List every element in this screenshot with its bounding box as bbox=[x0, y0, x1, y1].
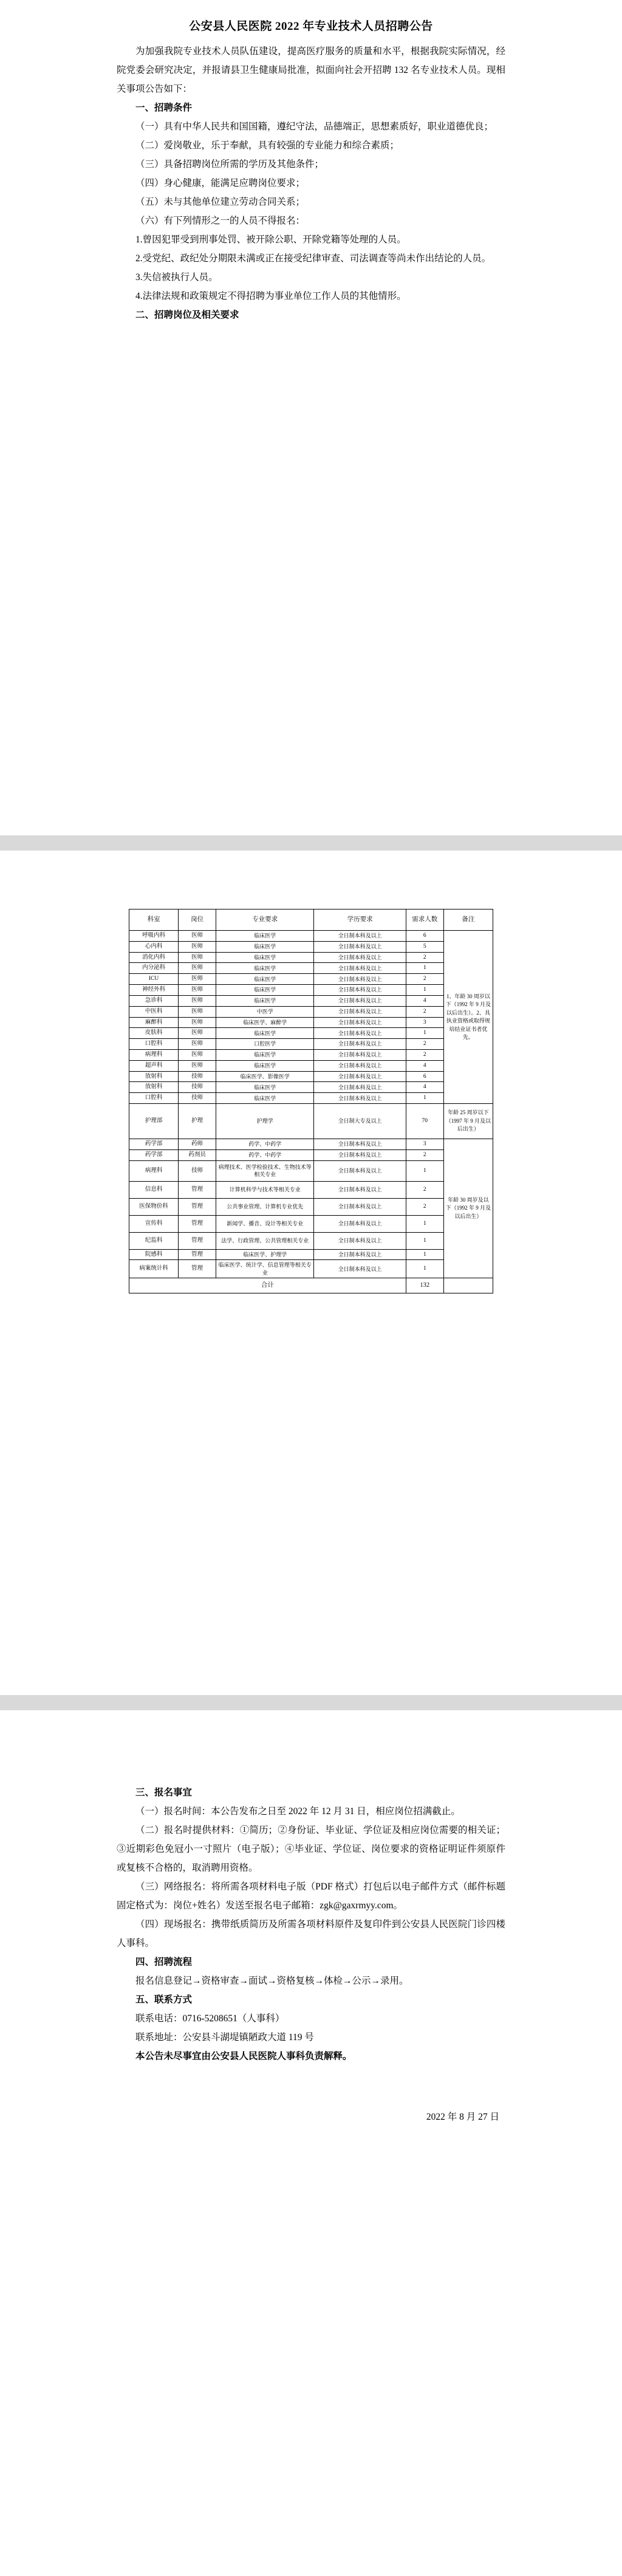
cell-dept: 急诊科 bbox=[129, 995, 179, 1006]
cell-major: 法学、行政管理、公共管理相关专业 bbox=[216, 1232, 314, 1249]
cell-dept: 药学部 bbox=[129, 1149, 179, 1160]
cell-num: 1 bbox=[406, 1160, 443, 1181]
page-3 bbox=[0, 1710, 622, 2576]
cell-edu: 全日制本科及以上 bbox=[314, 1160, 406, 1181]
th-major: 专业要求 bbox=[216, 909, 314, 931]
cell-dept: 皮肤科 bbox=[129, 1028, 179, 1039]
cell-major: 临床医学、麻醉学 bbox=[216, 1017, 314, 1028]
cell-num: 2 bbox=[406, 952, 443, 963]
cell-num: 6 bbox=[406, 931, 443, 942]
cell-num: 1 bbox=[406, 1232, 443, 1249]
cell-edu: 全日制本科及以上 bbox=[314, 1017, 406, 1028]
cell-post: 医师 bbox=[179, 952, 216, 963]
cell-post: 医师 bbox=[179, 974, 216, 985]
cell-major: 临床医学 bbox=[216, 1028, 314, 1039]
condition-item: （三）具备招聘岗位所需的学历及其他条件； bbox=[135, 159, 324, 170]
cell-post: 技师 bbox=[179, 1071, 216, 1082]
cell-dept: 医保物价科 bbox=[129, 1198, 179, 1215]
cell-edu: 全日制大专及以上 bbox=[314, 1104, 406, 1139]
cell-edu: 全日制本科及以上 bbox=[314, 1215, 406, 1232]
cell-dept: 超声科 bbox=[129, 1060, 179, 1071]
th-post: 岗位 bbox=[179, 909, 216, 931]
cell-edu: 全日制本科及以上 bbox=[314, 1149, 406, 1160]
cell-post: 医师 bbox=[179, 931, 216, 942]
cell-num: 1 bbox=[406, 1215, 443, 1232]
cell-num: 2 bbox=[406, 1049, 443, 1060]
registration-item: （一）报名时间：本公告发布之日至 2022 年 12 月 31 日，相应岗位招满截止。 bbox=[135, 1806, 460, 1817]
cell-post: 技师 bbox=[179, 1093, 216, 1104]
cell-edu: 全日制本科及以上 bbox=[314, 974, 406, 985]
cell-total-label: 合计 bbox=[129, 1278, 406, 1293]
page-title: 公安县人民医院 2022 年专业技术人员招聘公告 bbox=[189, 20, 433, 33]
cell-post: 医师 bbox=[179, 995, 216, 1006]
cell-num: 4 bbox=[406, 1060, 443, 1071]
cell-edu: 全日制本科及以上 bbox=[314, 1198, 406, 1215]
cell-edu: 全日制本科及以上 bbox=[314, 1232, 406, 1249]
th-dept: 科室 bbox=[129, 909, 179, 931]
registration-item: （二）报名时提供材料：①简历；②身份证、毕业证、学位证及相应岗位需要的相关证；③近期彩色免冠小一寸照片（电子版）；④毕业证、学位证、岗位要求的资格证明证件须原件或复核不合格的，取消聘用资格。 bbox=[117, 1825, 505, 1873]
table-total-row bbox=[129, 1278, 493, 1293]
cell-major: 公共事业管理、计算机专业优先 bbox=[216, 1198, 314, 1215]
cell-major: 临床医学 bbox=[216, 963, 314, 974]
exclusion-item: 4.法律法规和政策规定不得招聘为事业单位工作人员的其他情形。 bbox=[135, 291, 406, 301]
table-row bbox=[129, 1181, 493, 1198]
th-edu: 学历要求 bbox=[314, 909, 406, 931]
cell-dept: 放射科 bbox=[129, 1071, 179, 1082]
jobs-table bbox=[129, 909, 493, 1293]
table-row-nursing bbox=[129, 1104, 493, 1139]
cell-edu: 全日制本科及以上 bbox=[314, 1028, 406, 1039]
table-row bbox=[129, 1149, 493, 1160]
cell-edu: 全日制本科及以上 bbox=[314, 931, 406, 942]
cell-edu: 全日制本科及以上 bbox=[314, 952, 406, 963]
cell-num: 3 bbox=[406, 1139, 443, 1150]
cell-total-value: 132 bbox=[406, 1278, 443, 1293]
cell-num: 2 bbox=[406, 1006, 443, 1017]
cell-major: 临床医学、护理学 bbox=[216, 1249, 314, 1260]
table-row bbox=[129, 1260, 493, 1278]
cell-edu: 全日制本科及以上 bbox=[314, 1039, 406, 1050]
cell-post: 医师 bbox=[179, 1017, 216, 1028]
cell-dept: 药学部 bbox=[129, 1139, 179, 1150]
table-header-row bbox=[129, 909, 493, 931]
cell-post: 医师 bbox=[179, 985, 216, 996]
cell-num: 6 bbox=[406, 1071, 443, 1082]
cell-post: 技师 bbox=[179, 1160, 216, 1181]
cell-post: 管理 bbox=[179, 1198, 216, 1215]
cell-dept: 宣传科 bbox=[129, 1215, 179, 1232]
cell-major: 计算机科学与技术等相关专业 bbox=[216, 1181, 314, 1198]
cell-num: 2 bbox=[406, 1039, 443, 1050]
page-1-body bbox=[117, 0, 505, 324]
th-num: 需求人数 bbox=[406, 909, 443, 931]
condition-item: （五）未与其他单位建立劳动合同关系； bbox=[135, 197, 306, 207]
cell-post: 药剂员 bbox=[179, 1149, 216, 1160]
cell-major: 中医学 bbox=[216, 1006, 314, 1017]
table-row bbox=[129, 952, 493, 963]
cell-post: 管理 bbox=[179, 1249, 216, 1260]
cell-edu: 全日制本科及以上 bbox=[314, 1093, 406, 1104]
cell-major: 临床医学 bbox=[216, 952, 314, 963]
cell-dept: 病理科 bbox=[129, 1160, 179, 1181]
cell-major: 药学、中药学 bbox=[216, 1139, 314, 1150]
th-note: 备注 bbox=[443, 909, 493, 931]
cell-major: 临床医学 bbox=[216, 995, 314, 1006]
cell-dept: 护理部 bbox=[129, 1104, 179, 1139]
cell-num: 1 bbox=[406, 1249, 443, 1260]
process-paragraph: 报名信息登记→资格审查→面试→资格复核→体检→公示→录用。 bbox=[135, 1976, 409, 1986]
page-1 bbox=[0, 0, 622, 835]
table-row bbox=[129, 1028, 493, 1039]
exclusion-item: 2.受党纪、政纪处分期限未满或正在接受纪律审查、司法调查等尚未作出结论的人员。 bbox=[135, 253, 491, 264]
cell-note-group-2: 年龄 30 周岁及以下（1992 年 9 月及以后出生） bbox=[443, 1139, 493, 1278]
cell-major: 临床医学 bbox=[216, 1082, 314, 1093]
cell-num: 70 bbox=[406, 1104, 443, 1139]
cell-dept: 麻醉科 bbox=[129, 1017, 179, 1028]
cell-major: 药学、中药学 bbox=[216, 1149, 314, 1160]
cell-edu: 全日制本科及以上 bbox=[314, 1060, 406, 1071]
cell-dept: 病案统计科 bbox=[129, 1260, 179, 1278]
table-row bbox=[129, 1017, 493, 1028]
section-heading-1: 一、招聘条件 bbox=[135, 103, 193, 113]
cell-dept: 病理科 bbox=[129, 1049, 179, 1060]
cell-major: 临床医学 bbox=[216, 985, 314, 996]
table-row bbox=[129, 1232, 493, 1249]
section-heading-2: 二、招聘岗位及相关要求 bbox=[135, 310, 239, 320]
cell-edu: 全日制本科及以上 bbox=[314, 1049, 406, 1060]
cell-post: 医师 bbox=[179, 941, 216, 952]
cell-major: 临床医学 bbox=[216, 931, 314, 942]
cell-post: 护理 bbox=[179, 1104, 216, 1139]
cell-num: 4 bbox=[406, 995, 443, 1006]
condition-item: （六）有下列情形之一的人员不得报名： bbox=[135, 216, 306, 226]
cell-edu: 全日制本科及以上 bbox=[314, 1006, 406, 1017]
table-row bbox=[129, 974, 493, 985]
cell-post: 管理 bbox=[179, 1232, 216, 1249]
cell-post: 药师 bbox=[179, 1139, 216, 1150]
cell-dept: 院感科 bbox=[129, 1249, 179, 1260]
cell-post: 管理 bbox=[179, 1181, 216, 1198]
table-row bbox=[129, 963, 493, 974]
cell-num: 1 bbox=[406, 985, 443, 996]
cell-num: 1 bbox=[406, 963, 443, 974]
jobs-table-body bbox=[129, 931, 493, 1293]
contact-phone: 联系电话：0716-5208651（人事科） bbox=[135, 2013, 285, 2024]
cell-num: 1 bbox=[406, 1260, 443, 1278]
cell-post: 医师 bbox=[179, 1028, 216, 1039]
table-row bbox=[129, 1060, 493, 1071]
cell-note-group-1: 1、年龄 30 周岁以下（1992 年 9 月及以后出生）。2、具执业资格或取得规培结业证书者优先。 bbox=[443, 931, 493, 1104]
table-row bbox=[129, 1006, 493, 1017]
cell-major: 病理技术、医学检验技术、生物技术等相关专业 bbox=[216, 1160, 314, 1181]
cell-edu: 全日制本科及以上 bbox=[314, 1071, 406, 1082]
cell-major: 临床医学 bbox=[216, 1093, 314, 1104]
cell-num: 4 bbox=[406, 1082, 443, 1093]
cell-edu: 全日制本科及以上 bbox=[314, 1139, 406, 1150]
cell-num: 2 bbox=[406, 1149, 443, 1160]
cell-major: 临床医学、影像医学 bbox=[216, 1071, 314, 1082]
cell-edu: 全日制本科及以上 bbox=[314, 985, 406, 996]
cell-dept: 内分泌科 bbox=[129, 963, 179, 974]
cell-major: 临床医学 bbox=[216, 1049, 314, 1060]
cell-dept: 神经外科 bbox=[129, 985, 179, 996]
condition-item: （一）具有中华人民共和国国籍，遵纪守法，品德端正，思想素质好，职业道德优良； bbox=[135, 122, 494, 132]
cell-num: 1 bbox=[406, 1028, 443, 1039]
cell-major: 临床医学 bbox=[216, 1060, 314, 1071]
cell-dept: 呼吸内科 bbox=[129, 931, 179, 942]
cell-edu: 全日制本科及以上 bbox=[314, 1082, 406, 1093]
cell-dept: 口腔科 bbox=[129, 1039, 179, 1050]
cell-num: 5 bbox=[406, 941, 443, 952]
cell-dept: 放射科 bbox=[129, 1082, 179, 1093]
cell-dept: 心内科 bbox=[129, 941, 179, 952]
cell-major: 口腔医学 bbox=[216, 1039, 314, 1050]
table-row bbox=[129, 1160, 493, 1181]
cell-note-nursing: 年龄 25 周岁以下（1997 年 9 月及以后出生） bbox=[443, 1104, 493, 1139]
cell-num: 2 bbox=[406, 1181, 443, 1198]
contact-address: 联系地址：公安县斗湖堤镇陋政大道 119 号 bbox=[135, 2032, 314, 2043]
cell-edu: 全日制本科及以上 bbox=[314, 1249, 406, 1260]
table-row bbox=[129, 1249, 493, 1260]
cell-major: 护理学 bbox=[216, 1104, 314, 1139]
cell-dept: 中医科 bbox=[129, 1006, 179, 1017]
table-row bbox=[129, 1071, 493, 1082]
jobs-table-wrap bbox=[129, 851, 493, 1293]
table-row bbox=[129, 1082, 493, 1093]
table-row bbox=[129, 995, 493, 1006]
cell-dept: 消化内科 bbox=[129, 952, 179, 963]
final-note: 本公告未尽事宜由公安县人民医院人事科负责解释。 bbox=[135, 2051, 352, 2061]
page-2 bbox=[0, 851, 622, 1695]
cell-edu: 全日制本科及以上 bbox=[314, 941, 406, 952]
exclusion-item: 3.失信被执行人员。 bbox=[135, 272, 218, 283]
condition-item: （二）爱岗敬业，乐于奉献，具有较强的专业能力和综合素质； bbox=[135, 140, 400, 151]
cell-major: 临床医学 bbox=[216, 974, 314, 985]
table-row bbox=[129, 931, 493, 942]
cell-num: 2 bbox=[406, 1198, 443, 1215]
cell-total-note bbox=[443, 1278, 493, 1293]
cell-post: 管理 bbox=[179, 1260, 216, 1278]
cell-post: 管理 bbox=[179, 1215, 216, 1232]
cell-edu: 全日制本科及以上 bbox=[314, 1260, 406, 1278]
cell-dept: 口腔科 bbox=[129, 1093, 179, 1104]
cell-dept: 纪监科 bbox=[129, 1232, 179, 1249]
cell-major: 新闻学、播音、设计等相关专业 bbox=[216, 1215, 314, 1232]
cell-num: 2 bbox=[406, 974, 443, 985]
cell-edu: 全日制本科及以上 bbox=[314, 995, 406, 1006]
condition-item: （四）身心健康，能满足应聘岗位要求； bbox=[135, 178, 306, 188]
section-heading-3: 三、报名事宜 bbox=[135, 1787, 193, 1798]
cell-post: 医师 bbox=[179, 1060, 216, 1071]
section-heading-5: 五、联系方式 bbox=[135, 1995, 193, 2005]
table-row bbox=[129, 1093, 493, 1104]
cell-post: 医师 bbox=[179, 1049, 216, 1060]
cell-major: 临床医学 bbox=[216, 941, 314, 952]
table-row bbox=[129, 1139, 493, 1150]
section-heading-4: 四、招聘流程 bbox=[135, 1957, 193, 1967]
table-row bbox=[129, 1215, 493, 1232]
cell-edu: 全日制本科及以上 bbox=[314, 963, 406, 974]
cell-post: 医师 bbox=[179, 1039, 216, 1050]
table-row bbox=[129, 1198, 493, 1215]
page-3-body bbox=[117, 1710, 505, 2123]
table-row bbox=[129, 1049, 493, 1060]
cell-edu: 全日制本科及以上 bbox=[314, 1181, 406, 1198]
cell-num: 3 bbox=[406, 1017, 443, 1028]
cell-dept: 信息科 bbox=[129, 1181, 179, 1198]
registration-item: （四）现场报名：携带纸质简历及所需各项材料原件及复印件到公安县人民医院门诊四楼人事科。 bbox=[117, 1919, 505, 1948]
table-row bbox=[129, 1039, 493, 1050]
cell-major: 临床医学、统计学、信息管理等相关专业 bbox=[216, 1260, 314, 1278]
cell-post: 医师 bbox=[179, 963, 216, 974]
cell-post: 技师 bbox=[179, 1082, 216, 1093]
exclusion-item: 1.曾因犯罪受到刑事处罚、被开除公职、开除党籍等处理的人员。 bbox=[135, 235, 406, 245]
intro-paragraph: 为加强我院专业技术人员队伍建设，提高医疗服务的质量和水平，根据我院实际情况，经院党委会研究决定，并报请县卫生健康局批准，拟面向社会开招聘 132 名专业技术人员。现相关事项公告如下： bbox=[117, 46, 505, 94]
cell-dept: ICU bbox=[129, 974, 179, 985]
sign-date: 2022 年 8 月 27 日 bbox=[426, 2112, 499, 2122]
table-row bbox=[129, 985, 493, 996]
registration-item: （三）网络报名：将所需各项材料电子版（PDF 格式）打包后以电子邮件方式（邮件标题固定格式为：岗位+姓名）发送至报名电子邮箱：zgk@gaxrmyy.com。 bbox=[117, 1882, 505, 1911]
cell-post: 医师 bbox=[179, 1006, 216, 1017]
table-row bbox=[129, 941, 493, 952]
cell-num: 1 bbox=[406, 1093, 443, 1104]
